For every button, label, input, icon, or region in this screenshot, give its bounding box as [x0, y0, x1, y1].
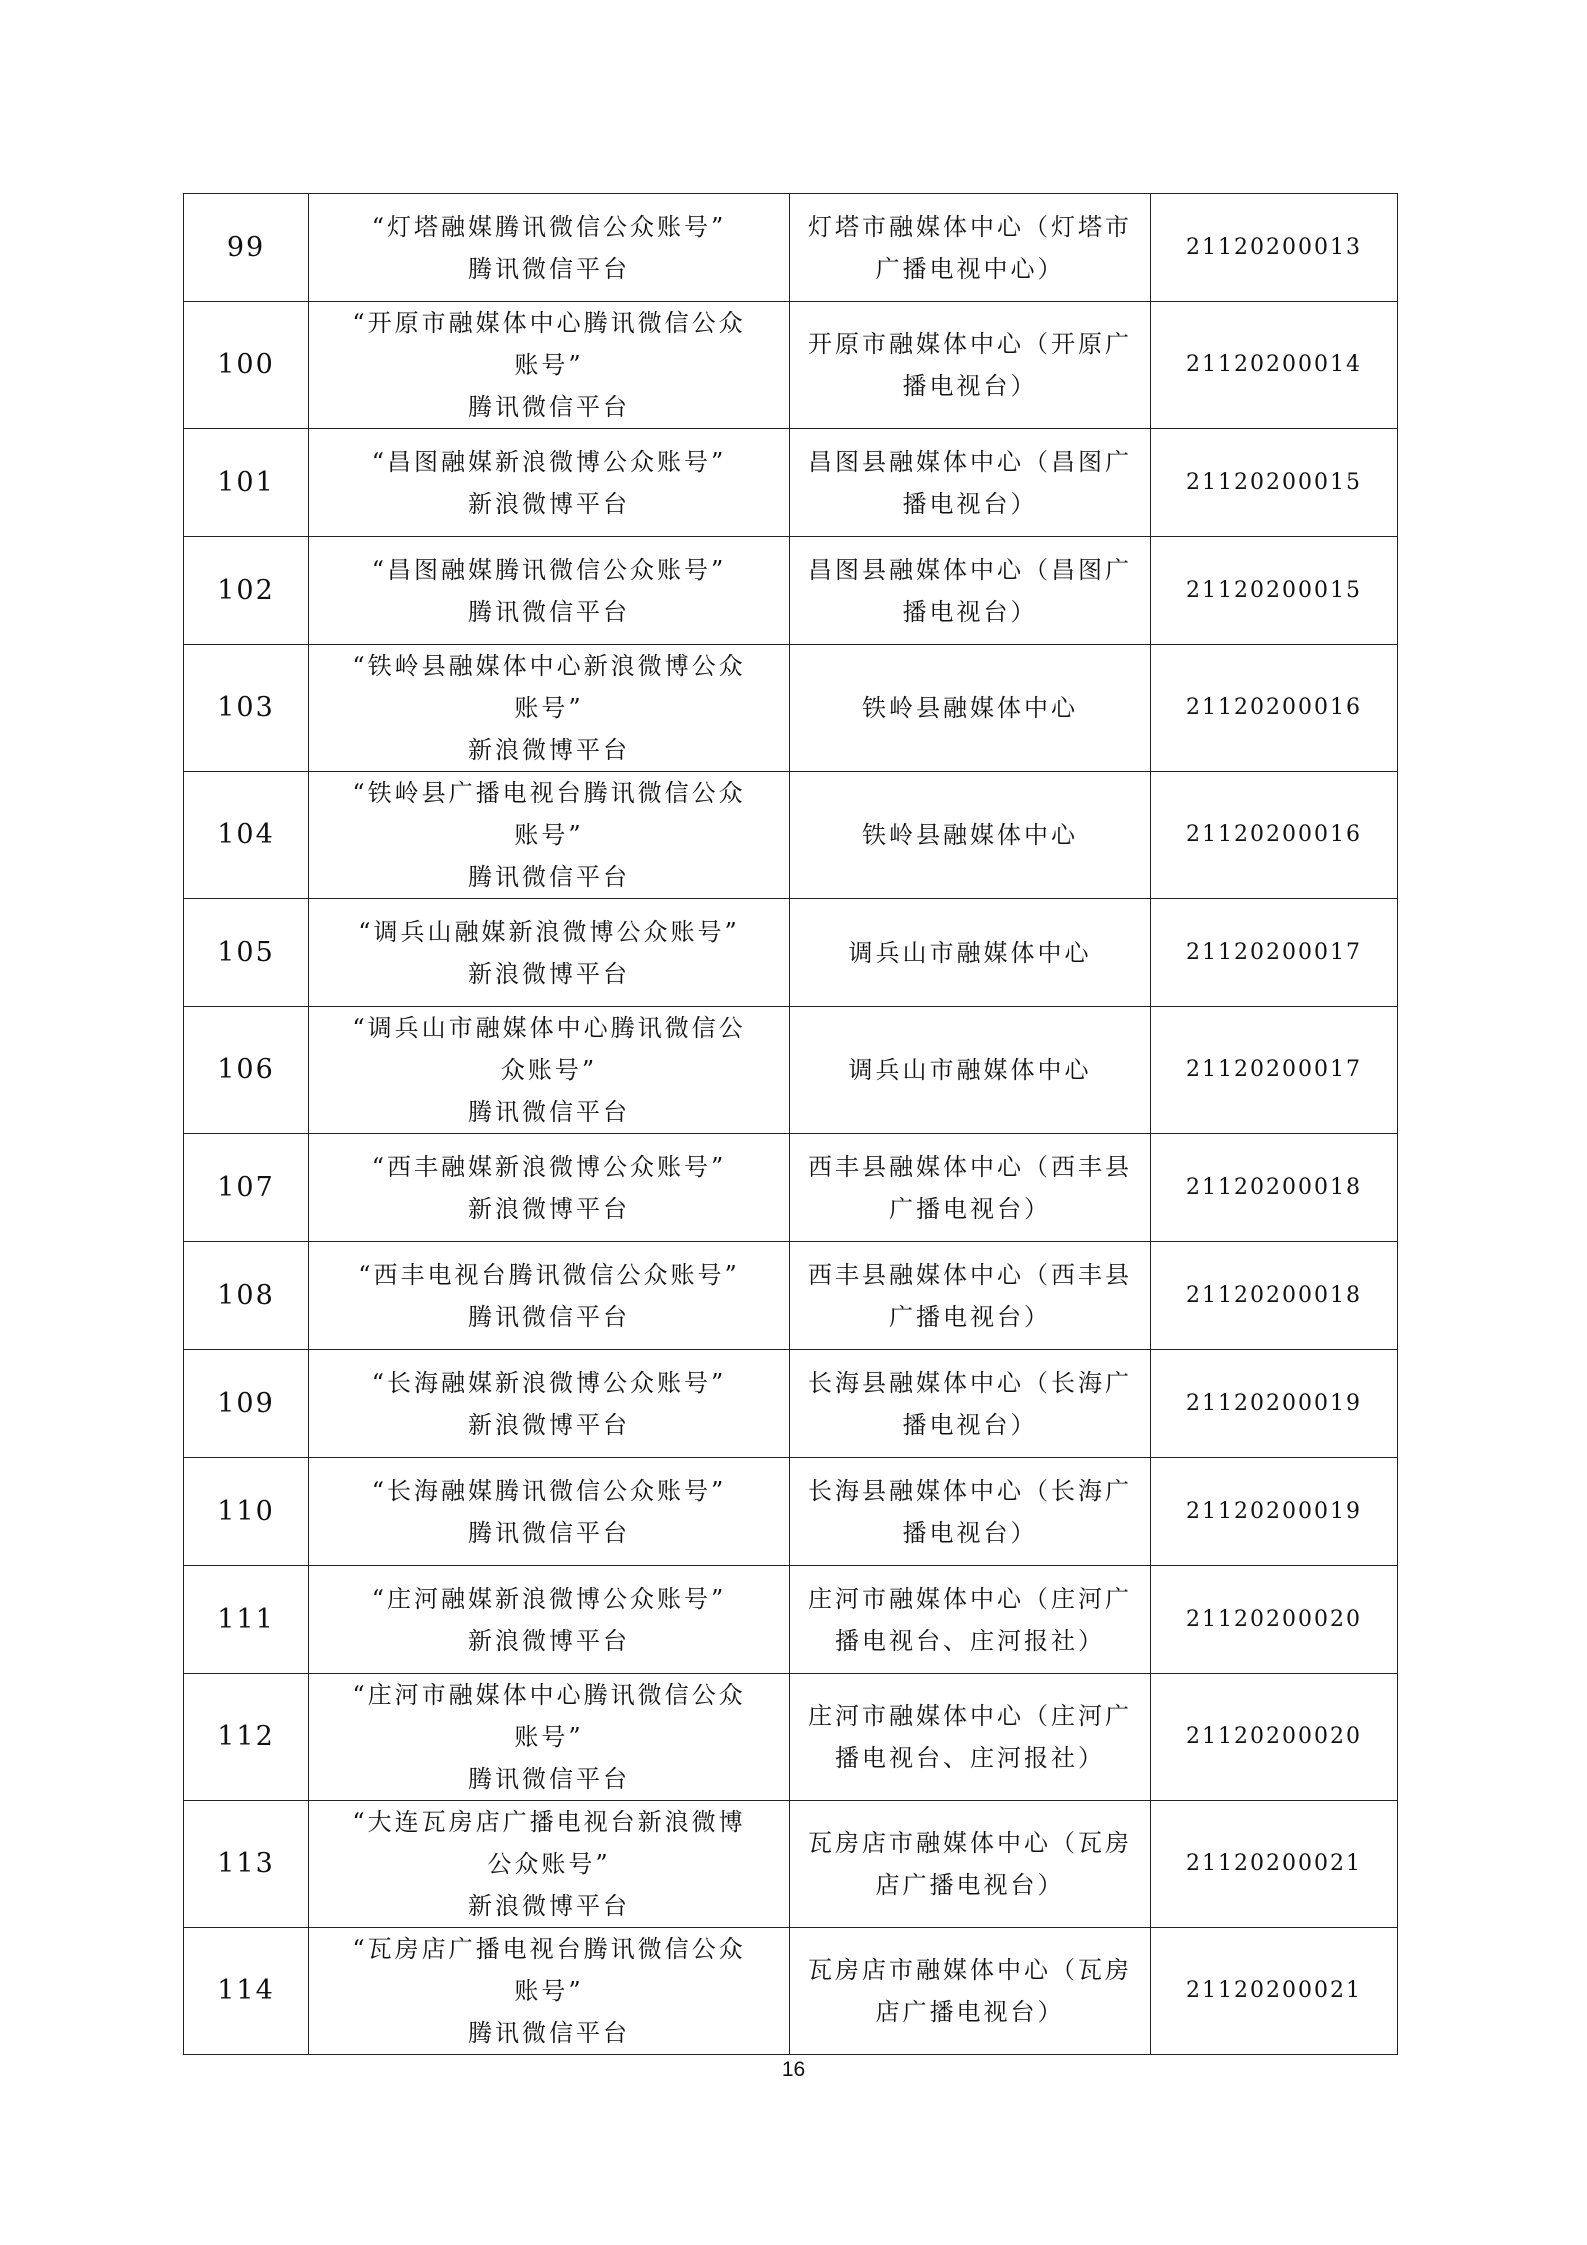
account-name-line: 账号” [514, 1977, 584, 2005]
organization-line: 长海县融媒体中心（长海广 [808, 1476, 1132, 1505]
license-code-cell: 21120200018 [1151, 1134, 1398, 1242]
account-name-cell [309, 1566, 790, 1674]
account-name-line: 腾讯微信平台 [468, 1098, 630, 1126]
table-row [184, 1458, 1398, 1566]
organization-line: 店广播电视台） [875, 1871, 1065, 1899]
license-code-cell: 21120200014 [1151, 302, 1398, 429]
account-name-line: “西丰融媒新浪微博公众账号” [371, 1152, 727, 1181]
row-number-cell: 103 [184, 645, 309, 772]
organization-line: 灯塔市融媒体中心（灯塔市 [808, 212, 1132, 241]
row-number-cell: 102 [184, 537, 309, 645]
organization-line: 播电视台） [902, 1410, 1038, 1439]
account-name-line: 腾讯微信平台 [468, 254, 630, 283]
account-name-cell [309, 645, 790, 772]
account-name-line: “铁岭县广播电视台腾讯微信公众 [352, 779, 746, 807]
table-row [184, 1801, 1398, 1928]
account-name-line: 腾讯微信平台 [468, 1765, 630, 1793]
license-code-cell: 21120200021 [1151, 1928, 1398, 2055]
row-number-cell: 108 [184, 1242, 309, 1350]
organization-line: 瓦房店市融媒体中心（瓦房 [808, 1829, 1132, 1857]
organization-line: 庄河市融媒体中心（庄河广 [808, 1584, 1132, 1613]
account-name-line: 新浪微博平台 [468, 1626, 630, 1655]
organization-line: 广播电视中心） [875, 254, 1065, 283]
table-row [184, 1674, 1398, 1801]
organization-cell [790, 1458, 1151, 1566]
license-code-cell: 21120200019 [1151, 1350, 1398, 1458]
row-number-cell: 99 [184, 194, 309, 302]
account-name-line: “调兵山市融媒体中心腾讯微信公 [352, 1014, 746, 1042]
organization-line: 播电视台） [902, 372, 1038, 400]
row-number-cell: 110 [184, 1458, 309, 1566]
organization-cell [790, 1801, 1151, 1928]
account-name-cell [309, 194, 790, 302]
organization-line: 昌图县融媒体中心（昌图广 [808, 447, 1132, 476]
account-name-cell [309, 429, 790, 537]
organization-line: 调兵山市融媒体中心 [848, 1056, 1092, 1084]
organization-cell [790, 645, 1151, 772]
organization-cell [790, 1350, 1151, 1458]
account-name-line: 新浪微博平台 [468, 1410, 630, 1439]
license-code-cell: 21120200017 [1151, 1007, 1398, 1134]
table-body [184, 194, 1398, 2055]
organization-line: 开原市融媒体中心（开原广 [808, 330, 1132, 358]
account-name-line: “庄河市融媒体中心腾讯微信公众 [352, 1681, 746, 1709]
account-name-line: 新浪微博平台 [468, 959, 630, 988]
organization-cell [790, 899, 1151, 1007]
license-code-cell: 21120200018 [1151, 1242, 1398, 1350]
organization-cell [790, 772, 1151, 899]
account-name-line: “昌图融媒新浪微博公众账号” [371, 447, 727, 476]
account-name-line: 众账号” [500, 1056, 598, 1084]
table-row [184, 429, 1398, 537]
license-code-cell: 21120200016 [1151, 645, 1398, 772]
account-name-cell [309, 1458, 790, 1566]
organization-cell [790, 1674, 1151, 1801]
account-name-line: “开原市融媒体中心腾讯微信公众 [352, 309, 746, 337]
organization-cell [790, 1007, 1151, 1134]
license-code-cell: 21120200015 [1151, 429, 1398, 537]
account-name-line: “昌图融媒腾讯微信公众账号” [371, 555, 727, 584]
account-name-cell [309, 1007, 790, 1134]
table-row [184, 772, 1398, 899]
organization-cell [790, 194, 1151, 302]
account-name-line: 新浪微博平台 [468, 1892, 630, 1920]
organization-cell [790, 1134, 1151, 1242]
table-row [184, 1242, 1398, 1350]
organization-line: 播电视台） [902, 597, 1038, 626]
license-code-cell: 21120200015 [1151, 537, 1398, 645]
table-row [184, 194, 1398, 302]
row-number-cell: 106 [184, 1007, 309, 1134]
account-name-cell [309, 772, 790, 899]
row-number-cell: 100 [184, 302, 309, 429]
row-number-cell: 104 [184, 772, 309, 899]
table-row [184, 645, 1398, 772]
table-row [184, 899, 1398, 1007]
account-name-line: “铁岭县融媒体中心新浪微博公众 [352, 652, 746, 680]
license-code-cell: 21120200019 [1151, 1458, 1398, 1566]
row-number-cell: 111 [184, 1566, 309, 1674]
account-name-line: “灯塔融媒腾讯微信公众账号” [371, 212, 727, 241]
organization-line: 长海县融媒体中心（长海广 [808, 1368, 1132, 1397]
license-code-cell: 21120200017 [1151, 899, 1398, 1007]
organization-line: 西丰县融媒体中心（西丰县 [808, 1260, 1132, 1289]
organization-line: 庄河市融媒体中心（庄河广 [808, 1702, 1132, 1730]
account-name-line: 新浪微博平台 [468, 736, 630, 764]
organization-line: 广播电视台） [889, 1302, 1051, 1331]
registry-table [183, 193, 1398, 2055]
account-name-cell [309, 1134, 790, 1242]
account-name-cell [309, 537, 790, 645]
table-row [184, 1007, 1398, 1134]
account-name-line: 腾讯微信平台 [468, 393, 630, 421]
row-number-cell: 109 [184, 1350, 309, 1458]
account-name-cell [309, 1242, 790, 1350]
row-number-cell: 114 [184, 1928, 309, 2055]
account-name-line: 腾讯微信平台 [468, 1302, 630, 1331]
account-name-line: 新浪微博平台 [468, 1194, 630, 1223]
account-name-line: 账号” [514, 821, 584, 849]
license-code-cell: 21120200020 [1151, 1674, 1398, 1801]
account-name-cell [309, 1674, 790, 1801]
account-name-line: 腾讯微信平台 [468, 597, 630, 626]
account-name-cell [309, 899, 790, 1007]
account-name-line: 腾讯微信平台 [468, 1518, 630, 1547]
account-name-line: 新浪微博平台 [468, 489, 630, 518]
account-name-line: 公众账号” [487, 1850, 611, 1878]
organization-line: 播电视台） [902, 1518, 1038, 1547]
account-name-line: “长海融媒腾讯微信公众账号” [371, 1476, 727, 1505]
table-row [184, 1134, 1398, 1242]
organization-line: 广播电视台） [889, 1194, 1051, 1223]
page-number: 16 [781, 2058, 806, 2081]
organization-line: 播电视台、庄河报社） [835, 1744, 1105, 1772]
organization-cell [790, 1242, 1151, 1350]
table-row [184, 1566, 1398, 1674]
organization-line: 铁岭县融媒体中心 [862, 821, 1078, 849]
table-row [184, 1928, 1398, 2055]
account-name-line: “调兵山融媒新浪微博公众账号” [358, 917, 740, 946]
account-name-line: 账号” [514, 1723, 584, 1751]
account-name-line: “瓦房店广播电视台腾讯微信公众 [352, 1935, 746, 1963]
account-name-line: “长海融媒新浪微博公众账号” [371, 1368, 727, 1397]
table-row [184, 537, 1398, 645]
table-row [184, 1350, 1398, 1458]
account-name-line: 账号” [514, 351, 584, 379]
license-code-cell: 21120200020 [1151, 1566, 1398, 1674]
license-code-cell: 21120200013 [1151, 194, 1398, 302]
organization-line: 播电视台、庄河报社） [835, 1626, 1105, 1655]
row-number-cell: 107 [184, 1134, 309, 1242]
organization-line: 店广播电视台） [875, 1998, 1065, 2026]
organization-line: 瓦房店市融媒体中心（瓦房 [808, 1956, 1132, 1984]
organization-line: 西丰县融媒体中心（西丰县 [808, 1152, 1132, 1181]
organization-line: 播电视台） [902, 489, 1038, 518]
account-name-cell [309, 302, 790, 429]
row-number-cell: 113 [184, 1801, 309, 1928]
organization-cell [790, 429, 1151, 537]
table-row [184, 302, 1398, 429]
account-name-line: 腾讯微信平台 [468, 2019, 630, 2047]
account-name-line: “大连瓦房店广播电视台新浪微博 [352, 1808, 746, 1836]
license-code-cell: 21120200021 [1151, 1801, 1398, 1928]
organization-cell [790, 1566, 1151, 1674]
organization-cell [790, 302, 1151, 429]
account-name-line: 腾讯微信平台 [468, 863, 630, 891]
account-name-line: “庄河融媒新浪微博公众账号” [371, 1584, 727, 1613]
row-number-cell: 112 [184, 1674, 309, 1801]
account-name-line: 账号” [514, 694, 584, 722]
organization-cell [790, 537, 1151, 645]
account-name-cell [309, 1928, 790, 2055]
account-name-cell [309, 1350, 790, 1458]
organization-line: 铁岭县融媒体中心 [862, 694, 1078, 722]
account-name-line: “西丰电视台腾讯微信公众账号” [358, 1260, 740, 1289]
organization-line: 昌图县融媒体中心（昌图广 [808, 555, 1132, 584]
row-number-cell: 101 [184, 429, 309, 537]
license-code-cell: 21120200016 [1151, 772, 1398, 899]
account-name-cell [309, 1801, 790, 1928]
row-number-cell: 105 [184, 899, 309, 1007]
organization-cell [790, 1928, 1151, 2055]
organization-line: 调兵山市融媒体中心 [848, 938, 1092, 967]
